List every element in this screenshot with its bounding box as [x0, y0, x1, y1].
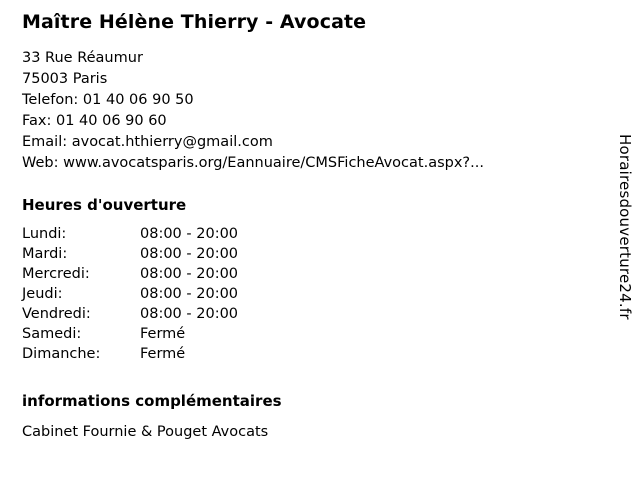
hours-day-label: Mercredi: — [22, 266, 90, 282]
opening-hours-table — [22, 224, 238, 364]
table-row — [22, 264, 238, 284]
hours-day-label: Mardi: — [22, 246, 68, 262]
opening-hours-heading: Heures d'ouverture — [22, 196, 187, 214]
additional-info-text: Cabinet Fournie & Pouget Avocats — [22, 424, 269, 440]
address-line-web: Web: www.avocatsparis.org/Eannuaire/CMSFicheAvocat.aspx?... — [22, 155, 484, 171]
table-row — [22, 284, 238, 304]
address-line-city: 75003 Paris — [22, 71, 108, 87]
address-block — [22, 48, 582, 174]
table-row — [22, 224, 238, 244]
table-row — [22, 344, 238, 364]
hours-day-value: 08:00 - 20:00 — [140, 226, 239, 242]
hours-day-value: Fermé — [140, 326, 186, 342]
hours-day-value: 08:00 - 20:00 — [140, 266, 239, 282]
additional-info-heading: informations complémentaires — [22, 392, 282, 410]
hours-day-label: Dimanche: — [22, 346, 101, 362]
table-row — [22, 244, 238, 264]
hours-day-value: 08:00 - 20:00 — [140, 286, 239, 302]
hours-day-label: Samedi: — [22, 326, 82, 342]
hours-day-value: Fermé — [140, 346, 186, 362]
watermark-label: Horairesdouverture24.fr — [616, 134, 634, 320]
table-row — [22, 324, 238, 344]
page-title: Maître Hélène Thierry - Avocate — [22, 11, 367, 33]
address-line-phone: Telefon: 01 40 06 90 50 — [22, 92, 194, 108]
hours-day-value: 08:00 - 20:00 — [140, 246, 239, 262]
hours-day-label: Jeudi: — [22, 286, 63, 302]
table-row — [22, 304, 238, 324]
hours-day-value: 08:00 - 20:00 — [140, 306, 239, 322]
address-line-email: Email: avocat.hthierry@gmail.com — [22, 134, 273, 150]
address-line-fax: Fax: 01 40 06 90 60 — [22, 113, 167, 129]
address-line-street: 33 Rue Réaumur — [22, 50, 143, 66]
hours-day-label: Vendredi: — [22, 306, 91, 322]
card-content — [22, 10, 582, 442]
hours-day-label: Lundi: — [22, 226, 67, 242]
